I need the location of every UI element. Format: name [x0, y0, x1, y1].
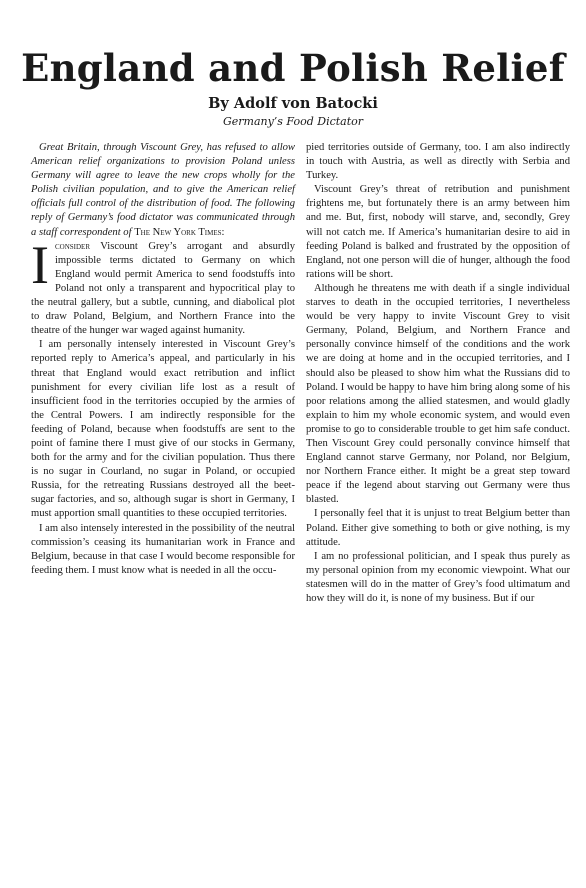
column-right [306, 141, 570, 606]
author-role: Germany’s Food Dictator [222, 115, 364, 128]
body-paragraph: I personally feel that it is unjust to treat Belgium better than Poland. Either give something to both or give nothing, is my attitude. [306, 508, 570, 548]
body-paragraph: I am also intensely interested in the possibility of the neutral commission’s ceasing its humanitarian work in France and Belgium, because in that case I would become responsible for feeding them. I must know what is needed in all the occu- [31, 522, 295, 576]
body-paragraph: Although he threatens me with death if a single individual starves to death in the occupied territories, I nevertheless would be very happy to invite Viscount Grey to visit Germany, Poland, Belgium, and Northern France and personally convince himself of the conditions and the work we are doing at home and in the occupied territories, and I should also be pleased to show him what the Russians did to Poland. I would be happy to have him bring along some of his poor relations among the allied statesmen, and would gladly explain to him my whole economic system, and would even promise to go to considerable trouble to get him safe conduct. Then Viscount Grey could personally convince himself that England cannot starve Germany, nor Poland, nor Belgium, nor Northern France either. It might be a great step toward peace if the legend about starving out Germany were thus blasted. [306, 282, 570, 506]
lead-word: consider [54, 240, 90, 252]
intro-source: The New York Times: [134, 226, 225, 238]
byline: By Adolf von Batocki [208, 95, 378, 112]
intro-paragraph [31, 141, 295, 240]
body-paragraph: Viscount Grey’s threat of retribution and punishment frightens me, but fortunately there is an army between him and me. But, first, nobody will starve, and, secondly, Grey will not catch me. If America’s humanitarian desire to aid in feeding Poland is balked and frustrated by the opposition of England, not one person will die of hunger, although the food rations will be short. [306, 184, 570, 280]
first-paragraph-text: Viscount Grey’s arrogant and absurdly impossible terms dictated to Germany on which England would permit America to send foodstuffs into Poland not only a transparent and hypocritical play to the neutral gallery, but a subtle, cunning, and diabolical plot to draw Poland, Belgium, and Northern France into the theatre of the hunger war waged against humanity. [31, 240, 295, 337]
column-left [31, 141, 295, 578]
drop-cap: I [31, 234, 49, 295]
intro-text: Great Britain, through Viscount Grey, has refused to allow American relief organizations to provision Poland unless Germany will agree to leave the new crops wholly for the Polish civilian population, and to give the American relief officials full control of the distribution of food. The following reply of Germany’s food dictator was communicated through a staff correspondent of [31, 142, 295, 238]
body-paragraph: pied territories outside of Germany, too. I am also indirectly in touch with Austria, as well as directly with Serbia and Turkey. [306, 142, 570, 182]
first-paragraph [31, 234, 295, 339]
body-paragraph: I am personally intensely interested in Viscount Grey’s reported reply to America’s appeal, and particularly in his threat that England would exact retribution and inflict punishment for every civilian life lost as a result of insufficient food in the territories occupied by the armies of the Central Powers. I am indirectly responsible for the feeding of Poland, because when foodstuffs are sent to the point of famine there I must give of our stocks in Germany, both for the army and for the civilian population. Thus there is no sugar in Courland, no sugar in Poland, or occupied Russia, for the retreating Russians destroyed all the beet-sugar factories, and so, although sugar is short in Germany, I must apportion small quantities to these occupied territories. [31, 339, 295, 520]
article-title: England and Polish Relief [21, 46, 565, 90]
body-paragraph: I am no professional politician, and I speak thus purely as my personal opinion from my economic viewpoint. What our statesmen will do in the matter of Grey’s food ultimatum and how they will do it, is none of my business. But if our [306, 550, 570, 604]
